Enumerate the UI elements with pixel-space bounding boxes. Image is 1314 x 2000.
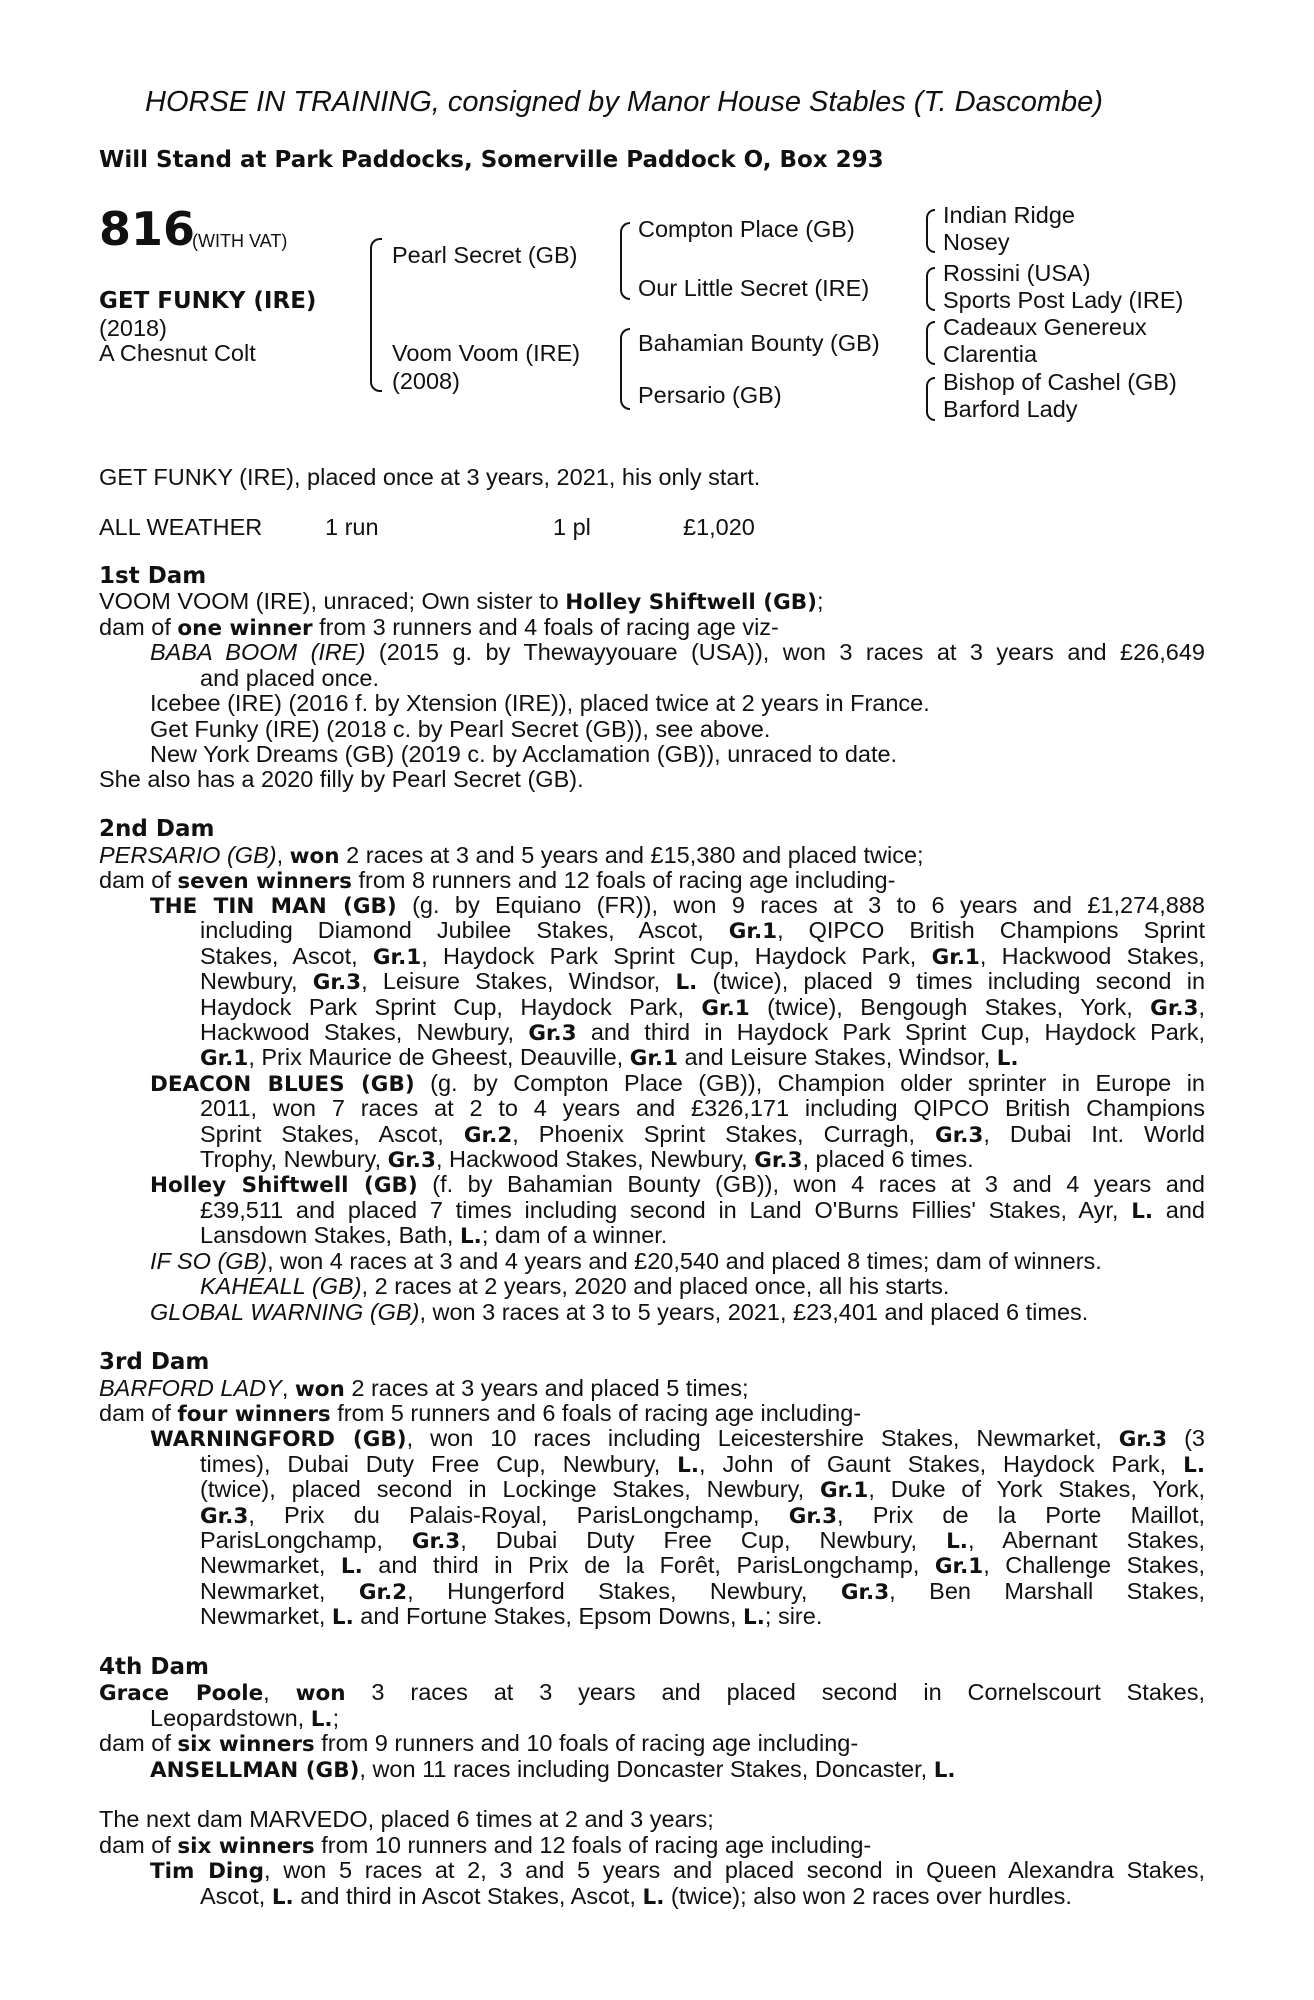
fourth-dam-line-cont: Leopardstown, L.; <box>150 1705 340 1732</box>
next-dam-line: The next dam MARVEDO, placed 6 times at 2 and 3 years; <box>99 1806 714 1832</box>
gg-1: Indian Ridge <box>943 202 1075 228</box>
tin-man-cont-4: Haydock Park Sprint Cup, Haydock Park, Gr.1 (twice), Bengough Stakes, York, Gr.3, <box>200 994 1206 1021</box>
produce-icebee: Icebee (IRE) (2016 f. by Xtension (IRE)), placed twice at 2 years in France. <box>150 690 930 716</box>
sire-name: Pearl Secret (GB) <box>392 242 578 268</box>
tin-man-cont-3: Newbury, Gr.3, Leisure Stakes, Windsor, L. (twice), placed 9 times including second in <box>200 968 1206 995</box>
pedigree-brace-dam <box>620 328 630 410</box>
warningford-cont-3: Gr.3, Prix du Palais-Royal, ParisLongchamp, Gr.3, Prix de la Porte Maillot, <box>200 1502 1205 1529</box>
lot-number: 816 <box>99 202 196 256</box>
horse-description: A Chesnut Colt <box>99 340 256 366</box>
third-dam-heading: 3rd Dam <box>99 1349 210 1375</box>
holley-shiftwell-cont-1: £39,511 and placed 7 times including second in Land O'Burns Fillies' Stakes, Ayr, L. and <box>200 1197 1205 1224</box>
third-dam-line: BARFORD LADY, won 2 races at 3 years and placed 5 times; <box>99 1375 749 1402</box>
tim-ding-cont: Ascot, L. and third in Ascot Stakes, Ascot, L. (twice); also won 2 races over hurdles. <box>200 1883 1072 1910</box>
tin-man-cont-2: Stakes, Ascot, Gr.1, Haydock Park Sprint Cup, Haydock Park, Gr.1, Hackwood Stakes, <box>200 943 1206 970</box>
record-earnings: £1,020 <box>683 514 755 540</box>
vat-label: (WITH VAT) <box>192 231 288 251</box>
produce-tim-ding: Tim Ding, won 5 races at 2, 3 and 5 years and placed second in Queen Alexandra Stakes, <box>150 1857 1205 1884</box>
warningford-cont-1: times), Dubai Duty Free Cup, Newbury, L., John of Gaunt Stakes, Haydock Park, L. <box>200 1451 1205 1478</box>
gg-5: Cadeaux Genereux <box>943 314 1147 340</box>
warningford-cont-4: ParisLongchamp, Gr.3, Dubai Duty Free Cup, Newbury, L., Abernant Stakes, <box>200 1527 1205 1554</box>
pedigree-brace-g4 <box>926 377 935 421</box>
produce-global-warning: GLOBAL WARNING (GB), won 3 races at 3 to 5 years, 2021, £23,401 and placed 6 times. <box>150 1299 1089 1325</box>
pedigree-brace-main <box>370 238 382 392</box>
produce-the-tin-man: THE TIN MAN (GB) (g. by Equiano (FR)), won 9 races at 3 to 6 years and £1,274,888 <box>150 892 1205 919</box>
stand-location: Will Stand at Park Paddocks, Somerville Paddock O, Box 293 <box>99 147 884 173</box>
second-dam-line: PERSARIO (GB), won 2 races at 3 and 5 years and £15,380 and placed twice; <box>99 842 924 869</box>
produce-deacon-blues: DEACON BLUES (GB) (g. by Compton Place (GB)), Champion older sprinter in Europe in <box>150 1070 1205 1097</box>
next-dam-produce-intro: dam of six winners from 10 runners and 12 foals of racing age including- <box>99 1832 872 1859</box>
sire-sire-name: Compton Place (GB) <box>638 216 855 242</box>
first-dam-produce-intro: dam of one winner from 3 runners and 4 foals of racing age viz- <box>99 614 779 641</box>
produce-ansellman: ANSELLMAN (GB), won 11 races including Doncaster Stakes, Doncaster, L. <box>150 1756 956 1783</box>
dam-dam-name: Persario (GB) <box>638 382 782 408</box>
warningford-cont-7: Newmarket, L. and Fortune Stakes, Epsom Downs, L.; sire. <box>200 1603 823 1630</box>
pedigree-brace-g2 <box>926 267 935 311</box>
pedigree-brace-g1 <box>926 209 935 253</box>
consignment-title: HORSE IN TRAINING, consigned by Manor House Stables (T. Dascombe) <box>145 86 1103 118</box>
produce-holley-shiftwell: Holley Shiftwell (GB) (f. by Bahamian Bounty (GB)), won 4 races at 3 and 4 years and <box>150 1171 1205 1198</box>
produce-if-so: IF SO (GB), won 4 races at 3 and 4 years and £20,540 and placed 8 times; dam of winners. <box>150 1248 1102 1274</box>
record-runs: 1 run <box>325 514 379 540</box>
horse-name: GET FUNKY (IRE) <box>99 288 317 314</box>
produce-baba-boom: BABA BOOM (IRE) (2015 g. by Thewayyouare (USA)), won 3 races at 3 years and £26,649 <box>150 639 1205 665</box>
produce-kaheall: KAHEALL (GB), 2 races at 2 years, 2020 and placed once, all his starts. <box>200 1273 950 1299</box>
fourth-dam-heading: 4th Dam <box>99 1654 209 1680</box>
gg-8: Barford Lady <box>943 396 1078 422</box>
sire-dam-name: Our Little Secret (IRE) <box>638 275 870 301</box>
record-placed: 1 pl <box>553 514 591 540</box>
record-surface: ALL WEATHER <box>99 514 263 540</box>
deacon-blues-cont-3: Trophy, Newbury, Gr.3, Hackwood Stakes, Newbury, Gr.3, placed 6 times. <box>200 1146 974 1173</box>
gg-7: Bishop of Cashel (GB) <box>943 369 1177 395</box>
tin-man-cont-6: Gr.1, Prix Maurice de Gheest, Deauville, Gr.1 and Leisure Stakes, Windsor, L. <box>200 1044 1019 1071</box>
warningford-cont-2: (twice), placed second in Lockinge Stakes, Newbury, Gr.1, Duke of York Stakes, York, <box>200 1476 1205 1503</box>
deacon-blues-cont-1: 2011, won 7 races at 2 to 4 years and £326,171 including QIPCO British Champions <box>200 1095 1205 1121</box>
gg-3: Rossini (USA) <box>943 260 1091 286</box>
gg-4: Sports Post Lady (IRE) <box>943 287 1184 313</box>
pedigree-brace-sire <box>620 222 630 300</box>
produce-warningford: WARNINGFORD (GB), won 10 races including Leicestershire Stakes, Newmarket, Gr.3 (3 <box>150 1425 1205 1452</box>
produce-2020-filly: She also has a 2020 filly by Pearl Secret (GB). <box>99 766 584 792</box>
dam-year: (2008) <box>392 368 460 394</box>
second-dam-heading: 2nd Dam <box>99 816 215 842</box>
deacon-blues-cont-2: Sprint Stakes, Ascot, Gr.2, Phoenix Sprint Stakes, Curragh, Gr.3, Dubai Int. World <box>200 1121 1206 1148</box>
pedigree-brace-g3 <box>926 321 935 365</box>
dam-name: Voom Voom (IRE) <box>392 340 581 366</box>
produce-get-funky: Get Funky (IRE) (2018 c. by Pearl Secret (GB)), see above. <box>150 716 771 742</box>
holley-shiftwell-cont-2: Lansdown Stakes, Bath, L.; dam of a winner. <box>200 1222 668 1249</box>
second-dam-produce-intro: dam of seven winners from 8 runners and 12 foals of racing age including- <box>99 867 896 894</box>
warningford-cont-6: Newmarket, Gr.2, Hungerford Stakes, Newbury, Gr.3, Ben Marshall Stakes, <box>200 1578 1205 1605</box>
fourth-dam-line: Grace Poole, won 3 races at 3 years and placed second in Cornelscourt Stakes, <box>99 1679 1205 1706</box>
produce-baba-boom-cont: and placed once. <box>200 665 380 691</box>
warningford-cont-5: Newmarket, L. and third in Prix de la Forêt, ParisLongchamp, Gr.1, Challenge Stakes, <box>200 1552 1205 1579</box>
tin-man-cont-1: including Diamond Jubilee Stakes, Ascot, Gr.1, QIPCO British Champions Sprint <box>200 917 1205 944</box>
first-dam-heading: 1st Dam <box>99 563 207 589</box>
dam-sire-name: Bahamian Bounty (GB) <box>638 330 880 356</box>
third-dam-produce-intro: dam of four winners from 5 runners and 6 foals of racing age including- <box>99 1400 862 1427</box>
horse-year: (2018) <box>99 315 167 341</box>
gg-6: Clarentia <box>943 341 1038 367</box>
tin-man-cont-5: Hackwood Stakes, Newbury, Gr.3 and third in Haydock Park Sprint Cup, Haydock Park, <box>200 1019 1205 1046</box>
first-dam-line: VOOM VOOM (IRE), unraced; Own sister to Holley Shiftwell (GB); <box>99 588 824 615</box>
produce-new-york-dreams: New York Dreams (GB) (2019 c. by Acclamation (GB)), unraced to date. <box>150 741 898 767</box>
race-summary: GET FUNKY (IRE), placed once at 3 years, 2021, his only start. <box>99 464 761 490</box>
fourth-dam-produce-intro: dam of six winners from 9 runners and 10 foals of racing age including- <box>99 1730 859 1757</box>
gg-2: Nosey <box>943 229 1010 255</box>
